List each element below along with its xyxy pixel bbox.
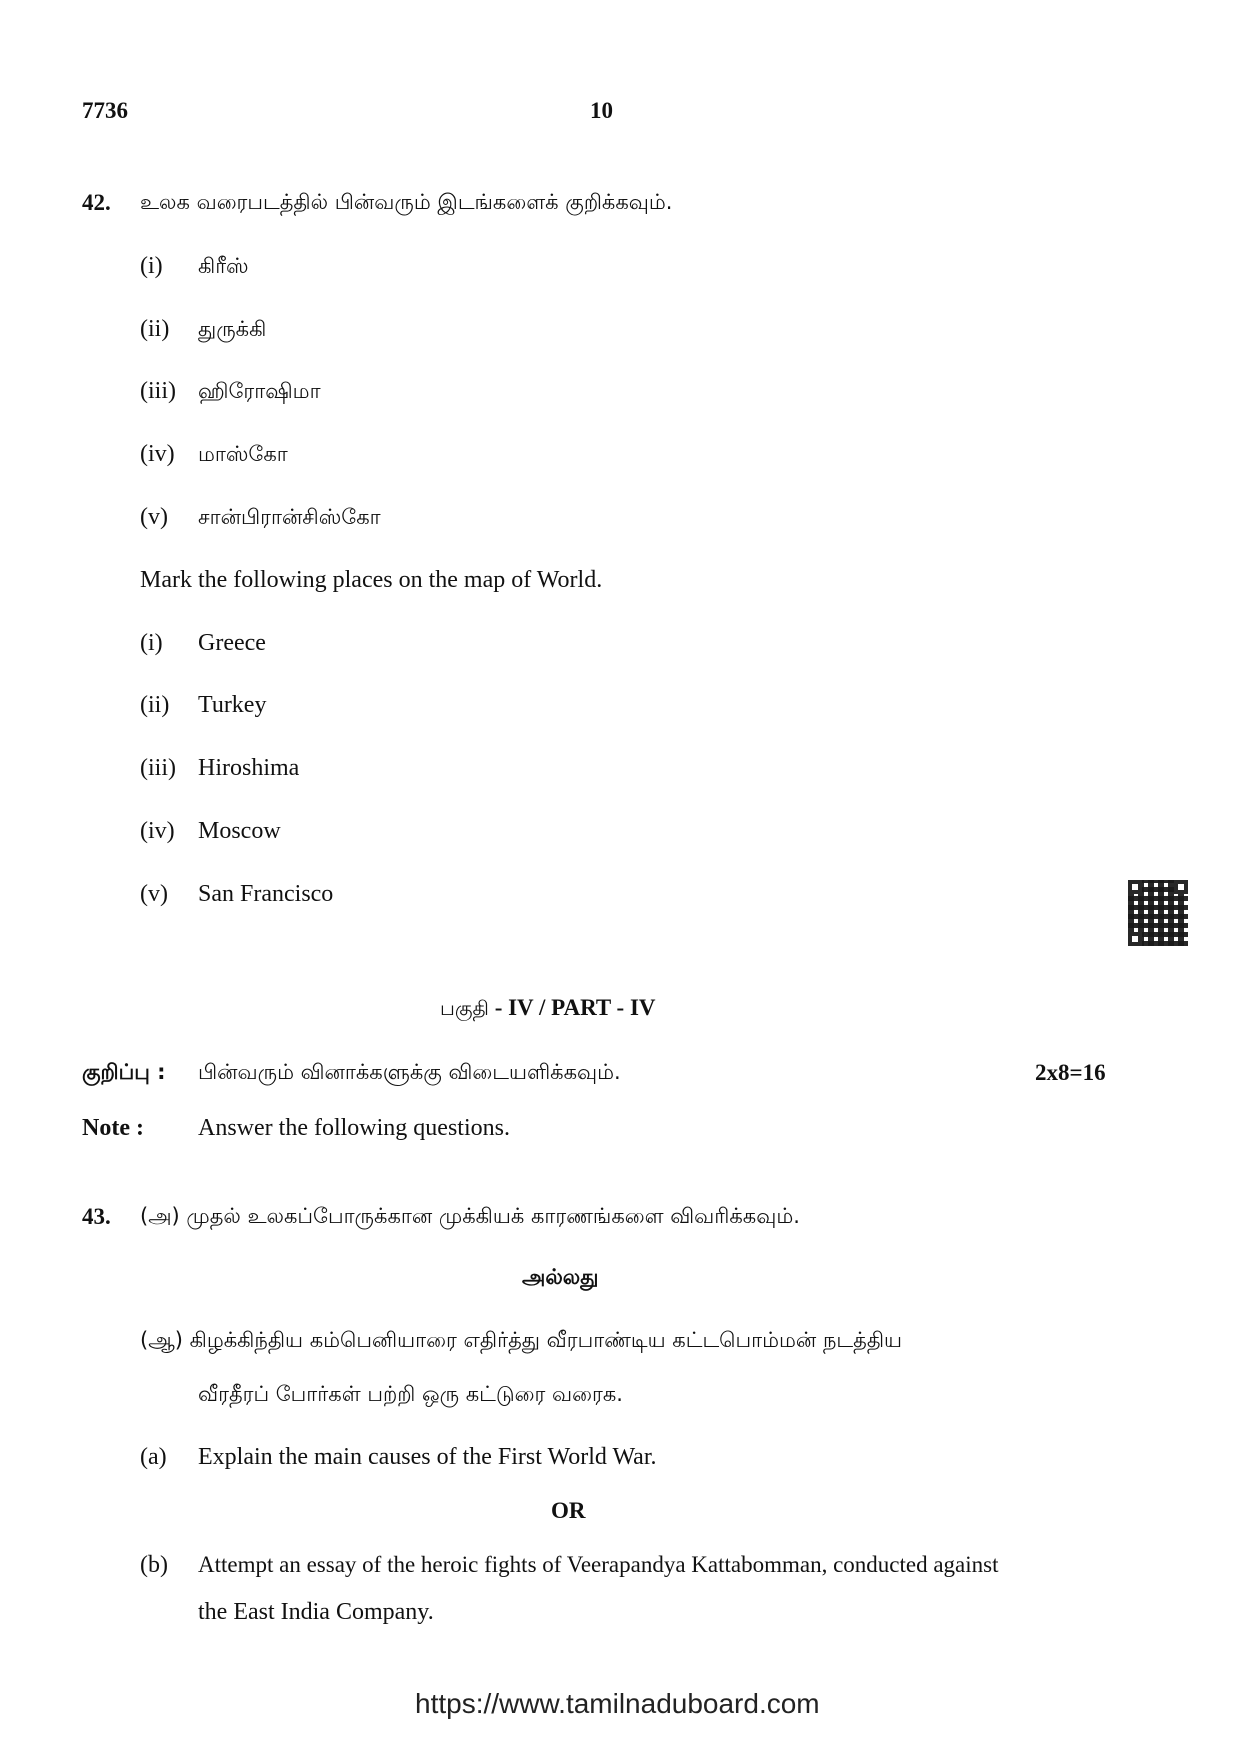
list-item: மாஸ்கோ — [198, 442, 288, 466]
note-tamil-text: பின்வரும் வினாக்களுக்கு விடையளிக்கவும். — [198, 1060, 621, 1084]
paper-code: 7736 — [82, 98, 128, 123]
question-43b-english-line2: the East India Company. — [198, 1599, 434, 1625]
list-item: கிரீஸ் — [198, 254, 249, 278]
list-item-label: (v) — [140, 504, 168, 530]
or-english: OR — [551, 1498, 586, 1523]
list-item-label: (iv) — [140, 441, 175, 467]
note-english-text: Answer the following questions. — [198, 1115, 510, 1141]
list-item: Greece — [198, 630, 266, 656]
footer-url[interactable]: https://www.tamilnaduboard.com — [415, 1688, 820, 1719]
question-42-number: 42. — [82, 190, 111, 215]
note-tamil-label: குறிப்பு : — [82, 1060, 166, 1084]
note-english-label: Note : — [82, 1115, 144, 1141]
list-item: சான்பிரான்சிஸ்கோ — [198, 505, 381, 529]
question-43b-english-label: (b) — [140, 1552, 168, 1578]
marks-allocation: 2x8=16 — [1035, 1060, 1106, 1085]
part-heading-tamil: பகுதி — [440, 996, 489, 1020]
question-43b-tamil-line2: வீரதீரப் போர்கள் பற்றி ஒரு கட்டுரை வரைக. — [198, 1382, 623, 1406]
question-43b-tamil-line1: (ஆ) கிழக்கிந்திய கம்பெனியாரை எதிர்த்து வீரபாண்டிய கட்டபொம்மன் நடத்திய — [140, 1328, 903, 1352]
list-item-label: (ii) — [140, 692, 170, 718]
qr-code-icon — [1128, 880, 1188, 946]
list-item: Moscow — [198, 818, 281, 844]
part-heading-english: - IV / PART - IV — [488, 995, 656, 1020]
question-42-tamil-prompt: உலக வரைபடத்தில் பின்வரும் இடங்களைக் குறிக்கவும். — [140, 190, 673, 214]
question-42-english-prompt: Mark the following places on the map of World. — [140, 567, 603, 593]
list-item: Turkey — [198, 692, 267, 718]
list-item: Hiroshima — [198, 755, 300, 781]
list-item-label: (i) — [140, 253, 163, 279]
list-item-label: (i) — [140, 630, 163, 656]
list-item: ஹிரோஷிமா — [198, 379, 321, 403]
list-item-label: (ii) — [140, 316, 170, 342]
list-item-label: (iii) — [140, 755, 176, 781]
list-item-label: (iii) — [140, 378, 176, 404]
list-item-label: (iv) — [140, 818, 175, 844]
list-item: துருக்கி — [198, 317, 267, 341]
question-43b-english-line1: Attempt an essay of the heroic fights of Veerapandya Kattabomman, conducted against — [198, 1552, 999, 1577]
part-heading — [440, 995, 656, 1023]
list-item-label: (v) — [140, 881, 168, 907]
list-item: San Francisco — [198, 881, 334, 907]
question-43a-english: Explain the main causes of the First World War. — [198, 1444, 657, 1470]
question-43a-english-label: (a) — [140, 1444, 167, 1470]
question-43-number: 43. — [82, 1204, 111, 1229]
question-43a-tamil: (அ) முதல் உலகப்போருக்கான முக்கியக் காரணங்களை விவரிக்கவும். — [140, 1204, 800, 1228]
or-tamil: அல்லது — [522, 1265, 599, 1289]
page-number: 10 — [590, 98, 613, 123]
